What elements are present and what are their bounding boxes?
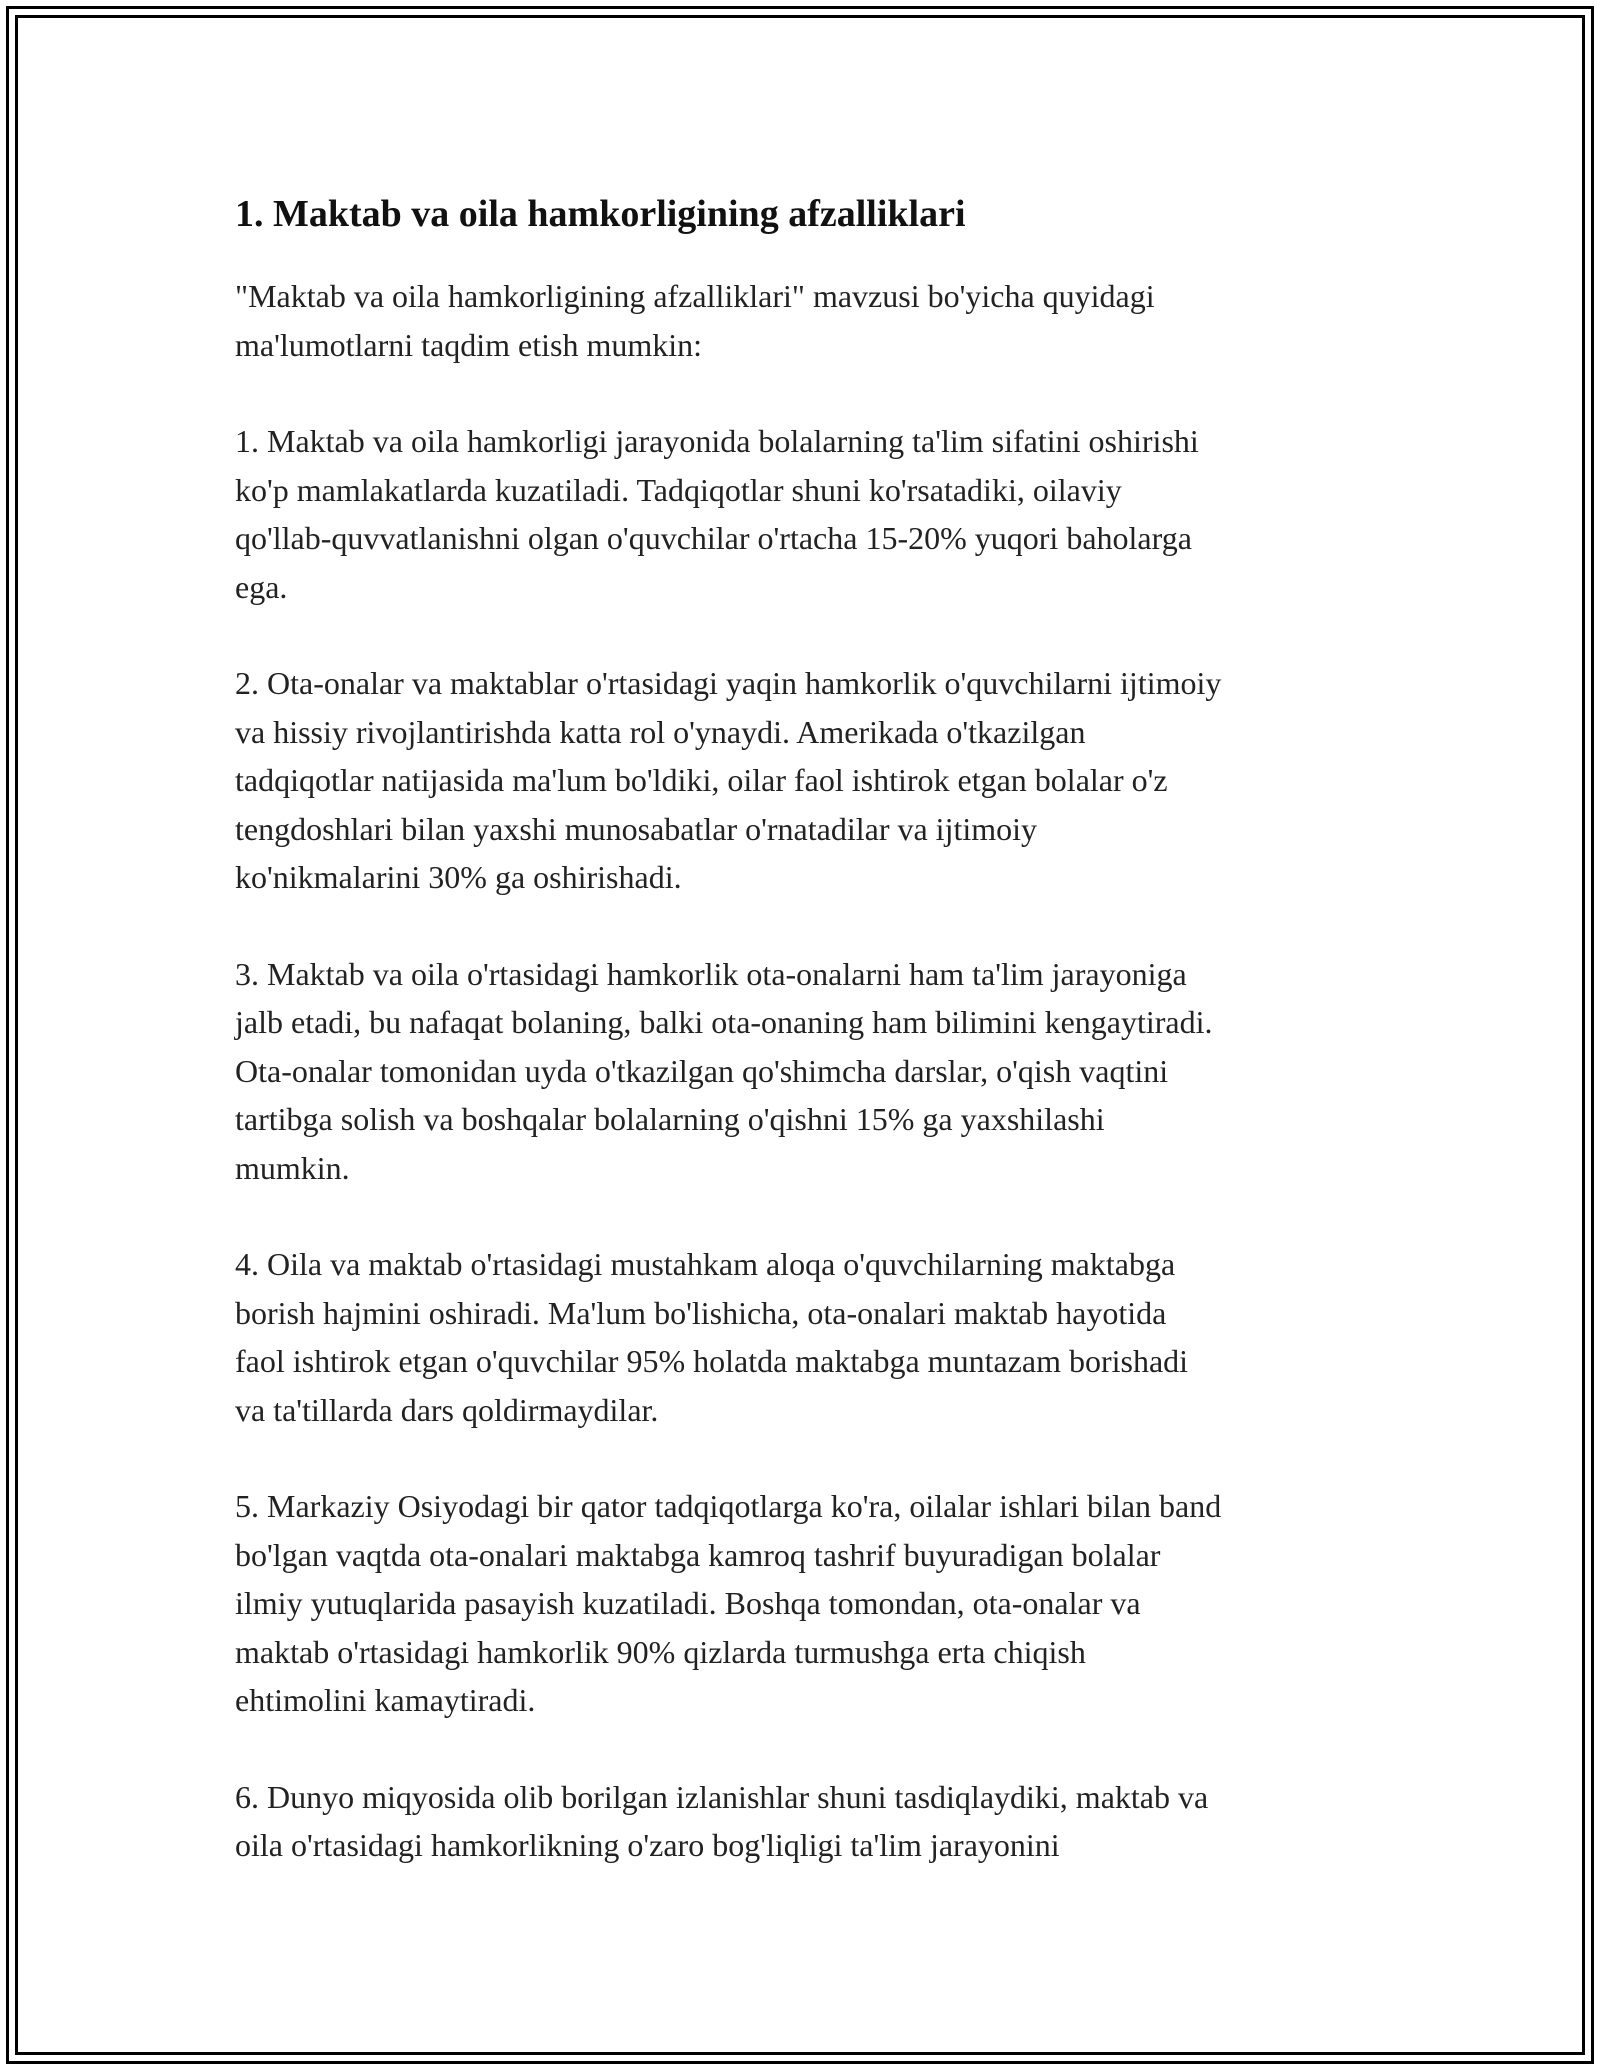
text-line: va hissiy rivojlantirishda katta rol o'ynaydi. Amerikada o'tkazilgan <box>235 713 1086 750</box>
text-line: oila o'rtasidagi hamkorlikning o'zaro bog'liqligi ta'lim jarayonini <box>235 1827 1060 1863</box>
paragraph-point-4 <box>235 1240 1375 1434</box>
text-line: Ota-onalar tomonidan uyda o'tkazilgan qo'shimcha darslar, o'qish vaqtini <box>235 1052 1169 1089</box>
text-line: 5. Markaziy Osiyodagi bir qator tadqiqotlarga ko'ra, oilalar ishlari bilan band <box>235 1488 1222 1524</box>
paragraph-intro <box>235 272 1375 369</box>
text-line: maktab o'rtasidagi hamkorlik 90% qizlarda turmushga erta chiqish <box>235 1633 1086 1670</box>
text-line: 3. Maktab va oila o'rtasidagi hamkorlik ota-onalarni ham ta'lim jarayoniga <box>235 955 1187 992</box>
text-line: borish hajmini oshiradi. Ma'lum bo'lishicha, ota-onalari maktab hayotida <box>235 1294 1167 1331</box>
document-body <box>235 186 1375 1918</box>
text-line: ko'nikmalarini 30% ga oshirishadi. <box>235 859 682 895</box>
text-line: tadqiqotlar natijasida ma'lum bo'ldiki, oilar faol ishtirok etgan bolalar o'z <box>235 762 1168 798</box>
text-line: ega. <box>235 568 288 605</box>
text-line: faol ishtirok etgan o'quvchilar 95% holatda maktabga muntazam borishadi <box>235 1343 1189 1379</box>
text-line: jalb etadi, bu nafaqat bolaning, balki ota-onaning ham bilimini kengaytiradi. <box>235 1004 1213 1040</box>
paragraph-point-2 <box>235 659 1375 902</box>
text-line: va ta'tillarda dars qoldirmaydilar. <box>235 1391 659 1428</box>
paragraph-point-5 <box>235 1482 1375 1725</box>
paragraph-point-3 <box>235 950 1375 1193</box>
text-line: mumkin. <box>235 1149 350 1186</box>
text-line: 4. Oila va maktab o'rtasidagi mustahkam aloqa o'quvchilarning maktabga <box>235 1246 1176 1282</box>
paragraph-point-6 <box>235 1773 1375 1870</box>
text-line: qo'llab-quvvatlanishni olgan o'quvchilar o'rtacha 15-20% yuqori baholarga <box>235 520 1192 556</box>
text-line: tengdoshlari bilan yaxshi munosabatlar o'rnatadilar va ijtimoiy <box>235 810 1038 847</box>
text-line: ehtimolini kamaytiradi. <box>235 1682 536 1718</box>
document-title: 1. Maktab va oila hamkorligining afzalliklari <box>235 193 966 235</box>
text-line: tartibga solish va boshqalar bolalarning o'qishni 15% ga yaxshilashi <box>235 1101 1105 1137</box>
text-line: ko'p mamlakatlarda kuzatiladi. Tadqiqotlar shuni ko'rsatadiki, oilaviy <box>235 471 1122 508</box>
text-line: ma'lumotlarni taqdim etish mumkin: <box>235 326 703 363</box>
text-line: 2. Ota-onalar va maktablar o'rtasidagi yaqin hamkorlik o'quvchilarni ijtimoiy <box>235 665 1222 701</box>
text-line: "Maktab va oila hamkorligining afzalliklari" mavzusi bo'yicha quyidagi <box>235 278 1155 314</box>
text-line: 6. Dunyo miqyosida olib borilgan izlanishlar shuni tasdiqlaydiki, maktab va <box>235 1778 1209 1815</box>
text-line: ilmiy yutuqlarida pasayish kuzatiladi. Boshqa tomondan, ota-onalar va <box>235 1585 1141 1621</box>
paragraph-point-1 <box>235 417 1375 611</box>
text-line: bo'lgan vaqtda ota-onalari maktabga kamroq tashrif buyuradigan bolalar <box>235 1536 1161 1573</box>
text-line: 1. Maktab va oila hamkorligi jarayonida bolalarning ta'lim sifatini oshirishi <box>235 423 1199 459</box>
